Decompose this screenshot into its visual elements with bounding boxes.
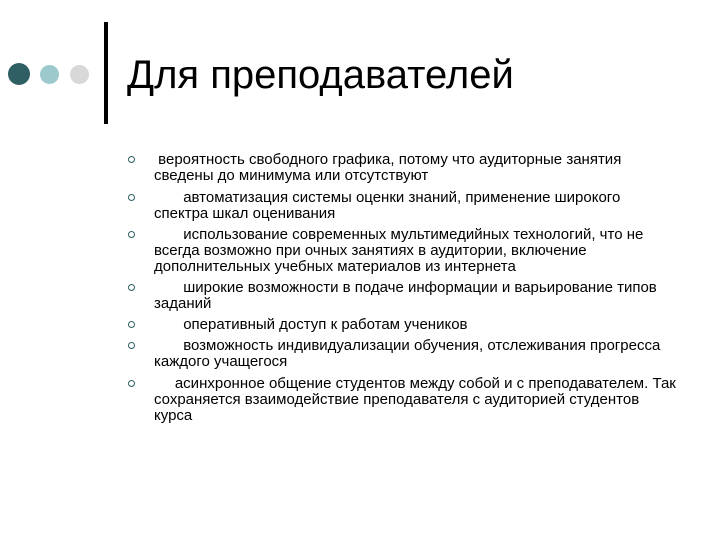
decorative-dot-grey	[70, 65, 89, 84]
list-item	[128, 280, 676, 317]
list-item-text: возможность индивидуализации обучения, отслеживания прогресса каждого учащегося	[154, 337, 661, 370]
circle-bullet-icon	[128, 194, 135, 201]
circle-bullet-icon	[128, 321, 135, 328]
list-item-text: оперативный доступ к работам учеников	[183, 316, 468, 333]
list-item-text: автоматизация системы оценки знаний, применение широкого спектра шкал оценивания	[154, 189, 621, 222]
list-item-text: широкие возможности в подаче информации и варьирование типов заданий	[154, 279, 657, 312]
list-item-text: асинхронное общение студентов между собой и с преподавателем. Так сохраняется взаимодействие преподавателя с аудиторией студентов курса	[154, 375, 676, 424]
list-item-text: вероятность свободного графика, потому что аудиторные занятия сведены до минимума или отсутствуют	[154, 151, 622, 184]
list-item	[128, 338, 676, 376]
title-divider-line	[104, 22, 108, 124]
list-item	[128, 317, 676, 338]
circle-bullet-icon	[128, 231, 135, 238]
list-item	[128, 152, 676, 190]
circle-bullet-icon	[128, 284, 135, 291]
list-item	[128, 376, 676, 424]
list-item-text: использование современных мультимедийных технологий, что не всегда возможно при очных занятиях в аудитории, включение дополнительных учебных материалов из интернета	[154, 226, 644, 275]
circle-bullet-icon	[128, 156, 135, 163]
bullet-list	[128, 152, 676, 424]
list-item	[128, 190, 676, 227]
decorative-dot-dark	[8, 63, 30, 85]
circle-bullet-icon	[128, 380, 135, 387]
slide-title: Для преподавателей	[127, 53, 514, 97]
list-item	[128, 227, 676, 280]
decorative-dot-light	[40, 65, 59, 84]
circle-bullet-icon	[128, 342, 135, 349]
